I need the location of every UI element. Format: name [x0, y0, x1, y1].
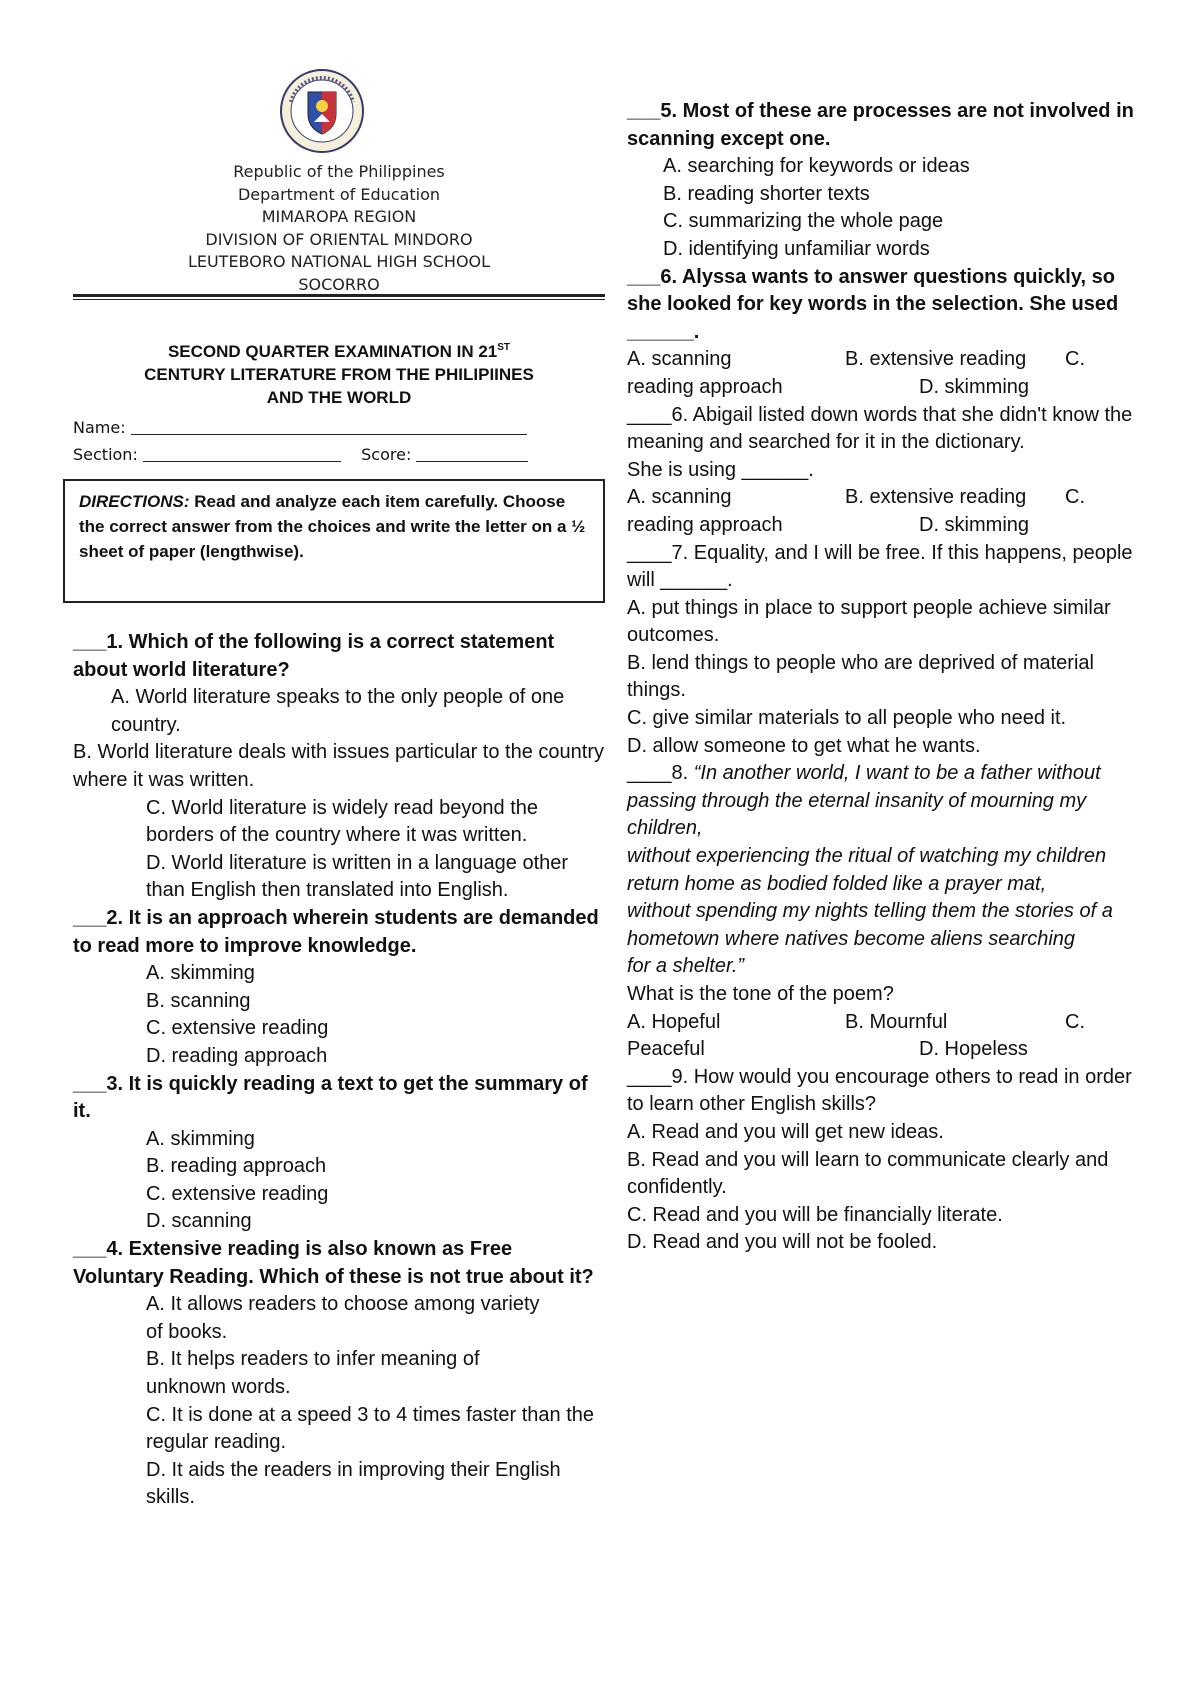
question-8-prefix: ____8. — [627, 762, 694, 785]
question-8-option-c-text: Peaceful — [627, 1038, 705, 1061]
question-8-option-d: D. Hopeless — [919, 1038, 1028, 1061]
question-6b-option-d: D. skimming — [919, 513, 1030, 536]
question-6b-stem: ____6. Abigail listed down words that she didn't know the meaning and searched for it in the dictionary. — [627, 403, 1133, 454]
section-label: Section: — [73, 445, 138, 464]
question-7-option-a: A. put things in place to support people achieve similar outcomes. — [627, 596, 1111, 647]
question-3-stem: ___3. It is quickly reading a text to get the summary of it. — [73, 1072, 588, 1123]
student-fields — [73, 414, 605, 468]
question-1 — [73, 629, 605, 905]
question-9-option-b: B. Read and you will learn to communicate clearly and confidently. — [627, 1148, 1109, 1199]
question-6b-option-c-text: reading approach — [627, 513, 783, 536]
directions-label: DIRECTIONS: — [79, 492, 190, 511]
directions-body: Read and analyze each item carefully. Choose the correct answer from the choices and write the letter on a ½ sheet of paper (lengthwise). — [79, 492, 586, 561]
title-line-1: SECOND QUARTER EXAMINATION IN 21 — [167, 342, 498, 361]
question-5-option-d: D. identifying unfamiliar words — [663, 237, 930, 260]
question-8-options-row — [627, 1009, 1147, 1037]
question-4-option-d: D. It aids the readers in improving their English skills. — [146, 1458, 561, 1509]
question-5-option-b: B. reading shorter texts — [663, 182, 870, 205]
question-3-option-c: C. extensive reading — [146, 1182, 329, 1205]
header-line-town: SOCORRO — [298, 274, 380, 294]
question-6 — [627, 264, 1147, 402]
question-6-option-b: B. extensive reading — [845, 348, 1027, 371]
question-6-option-c: C. — [1065, 348, 1085, 371]
question-5-stem: ___5. Most of these are processes are not involved in scanning except one. — [627, 100, 1134, 150]
question-2-option-d: D. reading approach — [146, 1044, 328, 1067]
question-3 — [73, 1071, 605, 1237]
question-6-option-d: D. skimming — [919, 375, 1030, 398]
question-6-options-row — [627, 346, 1147, 374]
question-5 — [627, 98, 1147, 264]
question-6b-option-b: B. extensive reading — [845, 486, 1027, 509]
question-8 — [627, 760, 1147, 1064]
question-1-option-c: C. World literature is widely read beyond the borders of the country where it was written. — [146, 796, 539, 847]
question-5-option-a: A. searching for keywords or ideas — [663, 155, 970, 178]
question-8-poem-stanza-3: without spending my nights telling them the stories of a hometown where natives become aliens searching — [627, 900, 1113, 950]
title-line-2: CENTURY LITERATURE FROM THE PHILIPIINES — [144, 365, 534, 384]
question-1-option-b: B. World literature deals with issues particular to the country where it was written. — [73, 741, 604, 791]
question-9-option-a: A. Read and you will get new ideas. — [627, 1120, 944, 1143]
question-6b-options-row-2 — [627, 512, 1147, 540]
question-9-option-d: D. Read and you will not be fooled. — [627, 1231, 938, 1254]
school-header — [73, 161, 605, 296]
question-2 — [73, 905, 605, 1071]
title-superscript: ST — [497, 342, 511, 353]
question-7-option-b: B. lend things to people who are deprived of material things. — [627, 651, 1094, 702]
question-8-poem-stanza-1: “In another world, I want to be a father without passing through the eternal insanity of mourning my children, — [627, 762, 1101, 840]
question-6b — [627, 402, 1147, 540]
name-label: Name: — [73, 418, 126, 437]
score-label: Score: — [361, 445, 412, 464]
header-line-department: Department of Education — [237, 184, 441, 204]
question-3-option-b: B. reading approach — [146, 1155, 327, 1178]
question-7 — [627, 540, 1147, 761]
question-4-stem: ___4. Extensive reading is also known as Free Voluntary Reading. Which of these is not true about it? — [73, 1238, 594, 1288]
question-3-option-d: D. scanning — [146, 1210, 252, 1233]
question-9 — [627, 1064, 1147, 1257]
question-6-options-row-2 — [627, 374, 1147, 402]
exam-title — [73, 340, 605, 409]
question-8-options-row-2 — [627, 1036, 1147, 1064]
question-2-option-a: A. skimming — [146, 962, 255, 985]
left-column — [73, 629, 605, 1512]
question-7-option-d: D. allow someone to get what he wants. — [627, 734, 981, 757]
header-rule-thick — [73, 294, 605, 297]
title-line-3: AND THE WORLD — [266, 388, 412, 407]
question-2-stem: ___2. It is an approach wherein students are demanded to read more to improve knowledge. — [73, 906, 599, 957]
deped-seal-icon — [279, 68, 365, 154]
question-8-poem-stanza-2: without experiencing the ritual of watching my children return home as bodied folded like a prayer mat, — [627, 845, 1107, 895]
name-blank[interactable] — [131, 419, 527, 435]
score-blank[interactable] — [416, 446, 528, 462]
question-5-option-c: C. summarizing the whole page — [663, 210, 944, 233]
question-9-stem: ____9. How would you encourage others to read in order to learn other English skills? — [627, 1065, 1132, 1116]
question-8-question: What is the tone of the poem? — [627, 983, 894, 1005]
question-8-option-b: B. Mournful — [845, 1010, 948, 1033]
question-1-option-a: A. World literature speaks to the only people of one country. — [111, 686, 565, 736]
question-8-option-a: A. Hopeful — [627, 1010, 721, 1033]
header-line-region: MIMAROPA REGION — [261, 207, 417, 226]
question-4-option-a: A. It allows readers to choose among variety of books. — [146, 1293, 540, 1343]
header-line-division: DIVISION OF ORIENTAL MINDORO — [205, 229, 473, 249]
right-column — [627, 98, 1147, 1257]
directions-text — [79, 489, 589, 564]
question-8-poem-stanza-4: for a shelter.” — [627, 955, 745, 978]
question-3-option-a: A. skimming — [146, 1127, 255, 1150]
directions-box — [63, 479, 605, 603]
question-6-option-c-text: reading approach — [627, 375, 783, 398]
question-8-poem-line-1 — [627, 760, 1147, 843]
header-rule-thin — [73, 299, 605, 300]
question-4-option-c: C. It is done at a speed 3 to 4 times faster than the regular reading. — [146, 1403, 595, 1454]
question-4 — [73, 1236, 605, 1512]
question-9-option-c: C. Read and you will be financially literate. — [627, 1203, 1003, 1226]
section-blank[interactable] — [143, 446, 341, 462]
question-6-option-a: A. scanning — [627, 348, 732, 371]
question-7-stem: ____7. Equality, and I will be free. If this happens, people will ______. — [627, 541, 1133, 592]
question-6b-option-c: C. — [1065, 486, 1085, 509]
question-6b-stem-2: She is using ______. — [627, 458, 814, 481]
question-1-option-d: D. World literature is written in a language other than English then translated into English. — [146, 851, 569, 902]
question-4-option-b: B. It helps readers to infer meaning of unknown words. — [146, 1348, 480, 1399]
question-1-stem: ___1. Which of the following is a correct statement about world literature? — [73, 631, 555, 681]
question-6b-options-row — [627, 484, 1147, 512]
question-2-option-c: C. extensive reading — [146, 1017, 329, 1040]
question-6b-option-a: A. scanning — [627, 486, 732, 509]
question-2-option-b: B. scanning — [146, 989, 251, 1012]
header-line-school: LEUTEBORO NATIONAL HIGH SCHOOL — [187, 252, 491, 271]
question-7-option-c: C. give similar materials to all people who need it. — [627, 707, 1067, 730]
question-8-option-c: C. — [1065, 1010, 1085, 1033]
question-6-stem: ___6. Alyssa wants to answer questions quickly, so she looked for key words in the selection. She used ______. — [627, 265, 1119, 343]
header-line-republic: Republic of the Philippines — [233, 162, 445, 181]
